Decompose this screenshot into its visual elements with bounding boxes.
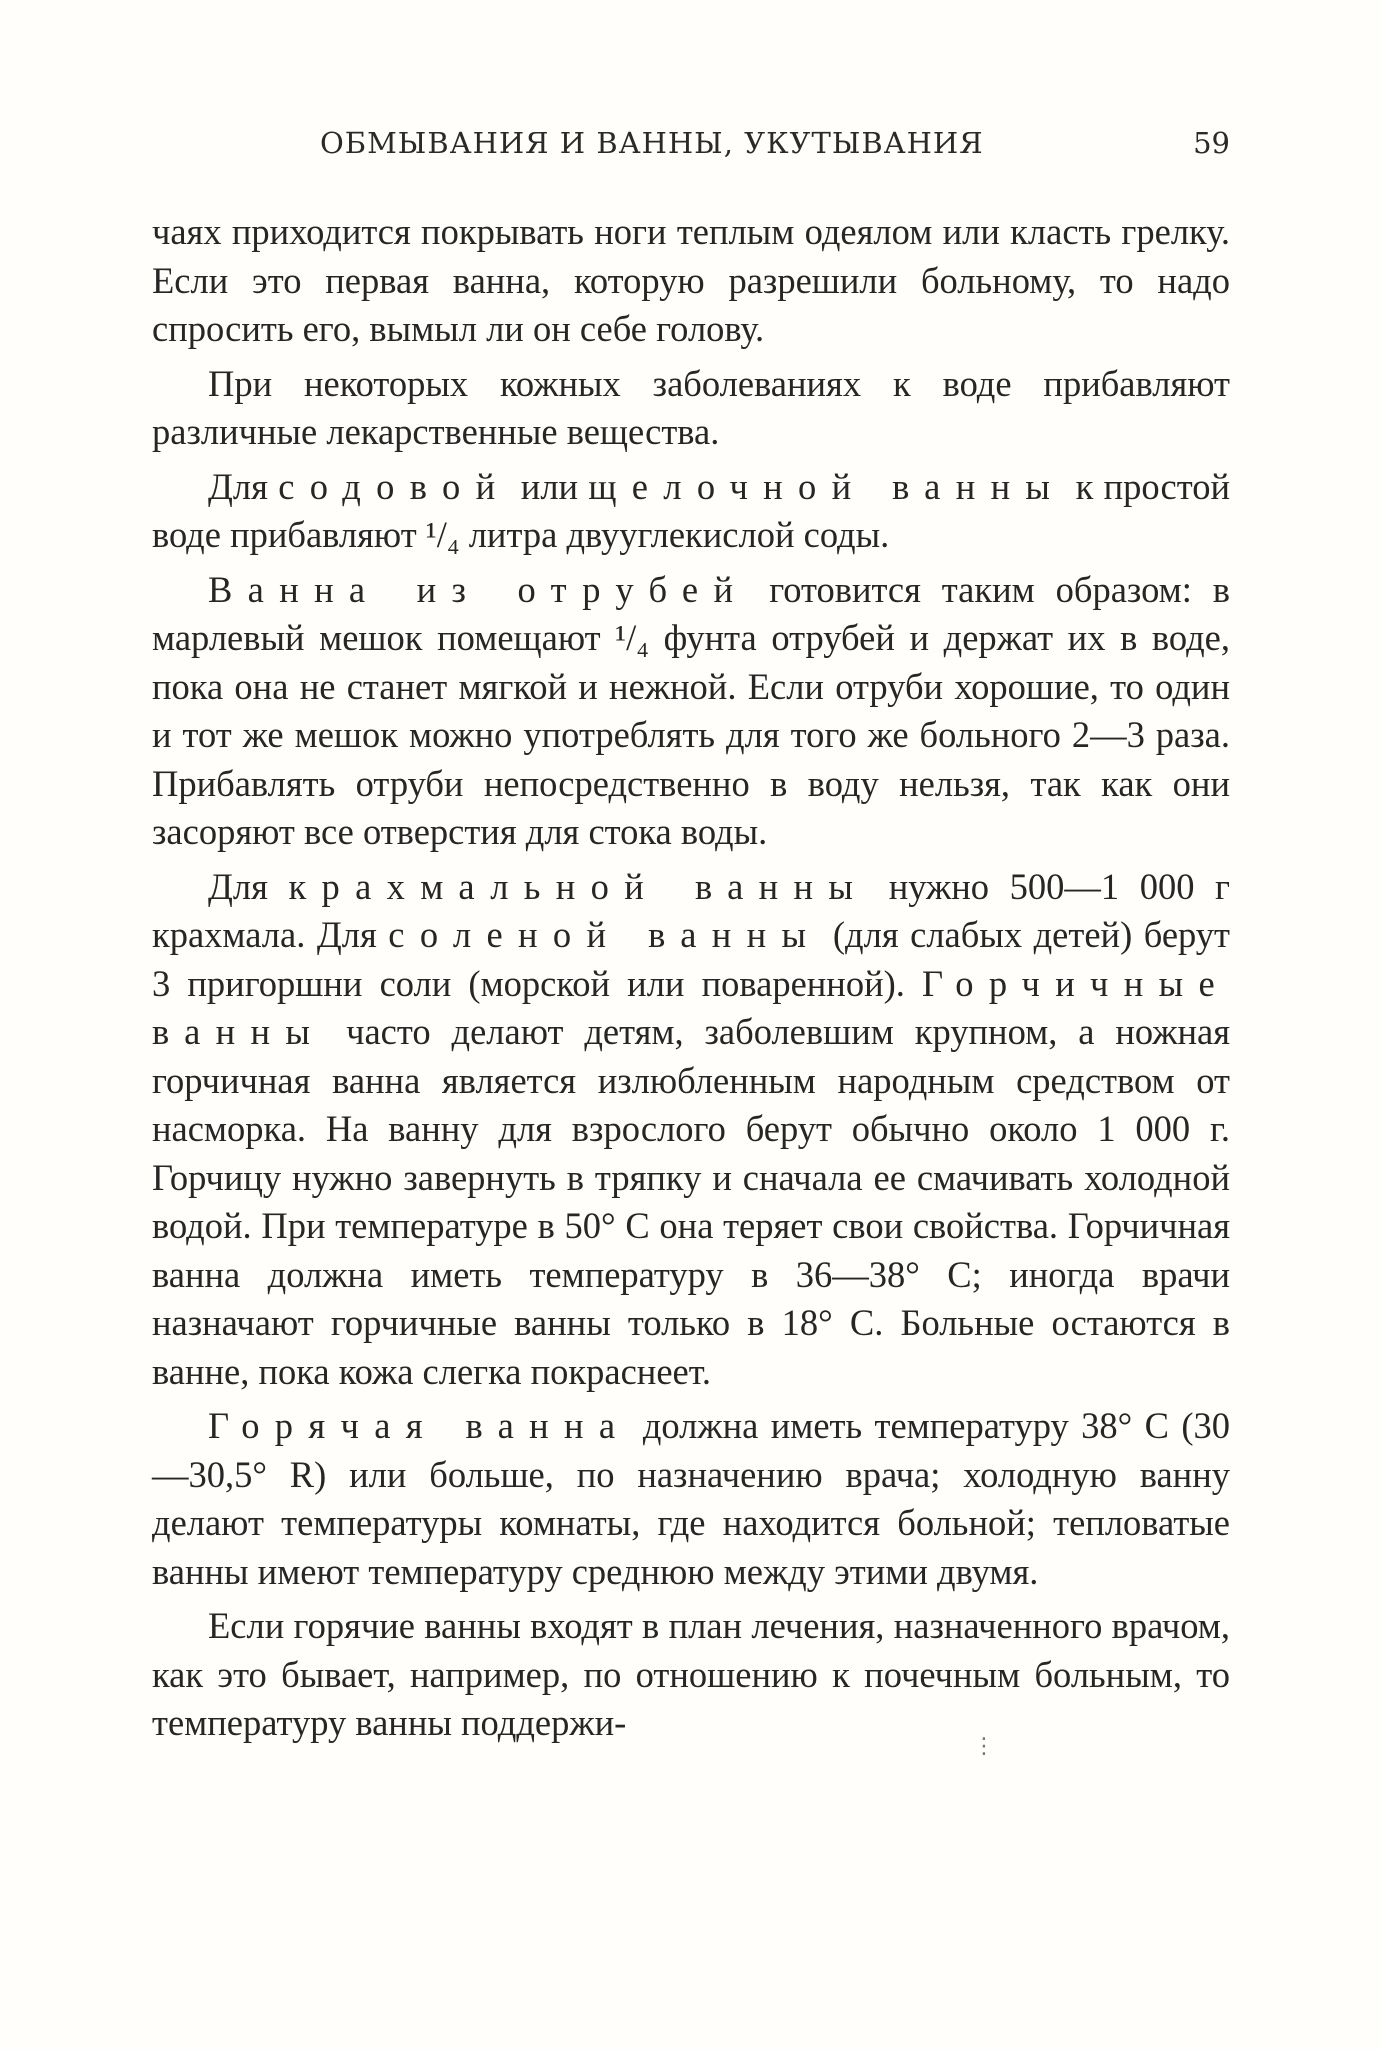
text-segment: должна иметь температуру 38° С (30—30,5° R) или больше, по назначению врача; холодную ванну делают температуры комнаты, где находится больной; тепловатые ванны имеют температуру среднюю между этими двумя.: [152, 1405, 1230, 1592]
spaced-emphasis: Горячая ванна: [208, 1405, 631, 1446]
spaced-emphasis: содовой: [278, 465, 511, 507]
text-segment: Для: [208, 465, 279, 507]
paragraph: [152, 208, 1230, 354]
text-segment: (для слабых детей) берут 3 пригоршни соли (морской или поваренной).: [152, 914, 1230, 1004]
page-number: 59: [1193, 126, 1230, 160]
spaced-emphasis: Ванна из отрубей: [208, 568, 749, 610]
running-title: ОБМЫВАНИЯ И ВАННЫ, УКУТЫВАНИЯ: [320, 126, 984, 160]
spaced-emphasis: соленой ванны: [388, 914, 822, 955]
print-mark-icon: ⋮: [973, 1734, 995, 1759]
text-segment: нужно 500—1 000 г крахмала. Для: [152, 865, 1230, 955]
paragraph: [152, 566, 1230, 857]
paragraph: [152, 1402, 1230, 1596]
page-header: [150, 122, 1230, 172]
text-segment: или: [510, 465, 589, 507]
text-segment: Если горячие ванны входят в план лечения, назначенного врачом, как это бывает, например, по отношению к почечным больным, то температуру ванны поддержи-: [152, 1605, 1230, 1743]
paragraph: [152, 863, 1230, 1397]
spaced-emphasis: Горчичные ванны: [152, 962, 1230, 1052]
text-segment: часто делают детям, заболевшим крупном, а ножная горчичная ванна является излюбленным народным средством от насморка. На ванну для взрослого берут обычно около 1 000 г. Горчицу нужно завернуть в тряпку и сначала ее смачивать холодной водой. При температуре в 50° С она теряет свои свойства. Горчичная ванна должна иметь температуру в 36—38° С; иногда врачи назначают горчичные ванны только в 18° С. Больные остаются в ванне, пока кожа слегка покраснеет.: [152, 1011, 1230, 1392]
paragraph: [152, 1602, 1230, 1748]
text-segment: к простой воде прибавляют ¹/₄ литра двууглекислой соды.: [152, 465, 1230, 555]
text-segment: Для: [208, 865, 289, 907]
spaced-emphasis: крахмальной ванны: [288, 865, 869, 907]
spaced-emphasis: щелочной ванны: [588, 465, 1066, 507]
paragraph: [152, 463, 1230, 560]
text-segment: готовится таким образом: в марлевый мешок помещают ¹/₄ фунта отрубей и держат их в воде, пока она не станет мягкой и нежной. Если отруби хорошие, то один и тот же мешок можно употреблять для того же больного 2—3 раза. Прибавлять отруби непосредственно в воду нельзя, так как они засоряют все отверстия для стока воды.: [152, 568, 1230, 852]
text-segment: При некоторых кожных заболеваниях к воде прибавляют различные лекарственные вещества.: [152, 362, 1230, 452]
text-segment: чаях приходится покрывать ноги теплым одеялом или класть грелку. Если это первая ванна, которую разрешили больному, то надо спросить его, вымыл ли он себе голову.: [152, 211, 1230, 349]
body-text: [152, 208, 1230, 1754]
paragraph: [152, 360, 1230, 457]
